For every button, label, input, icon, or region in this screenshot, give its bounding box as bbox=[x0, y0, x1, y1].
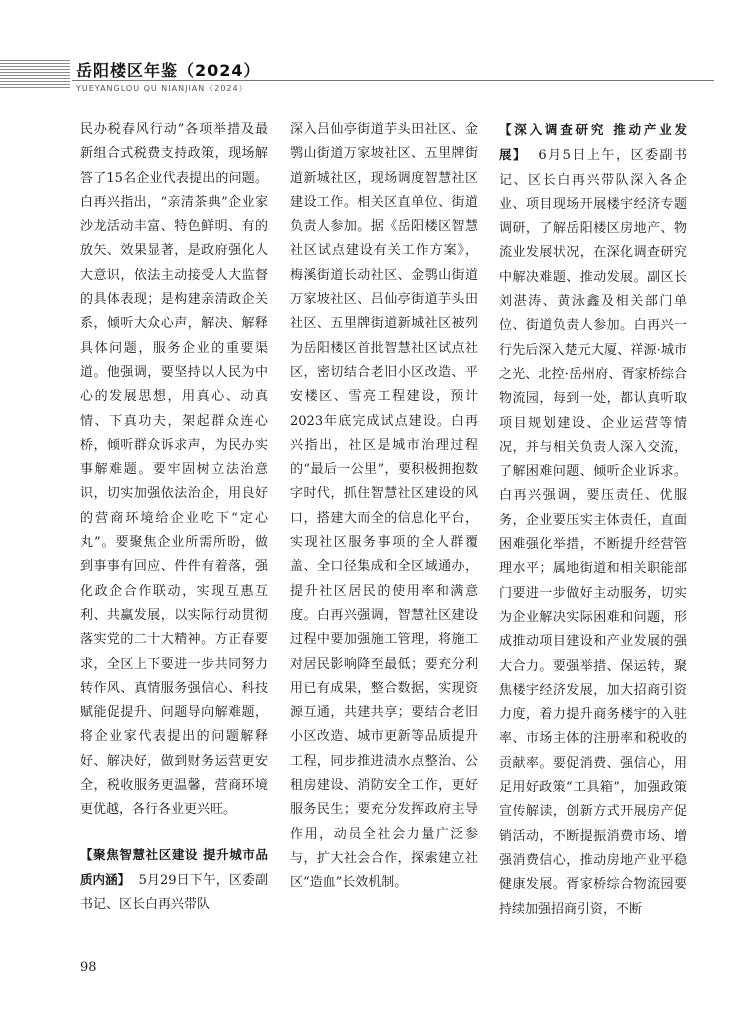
text-column-1 bbox=[80, 118, 268, 918]
paragraph: 民办税春风行动”各项举措及最新组合式税费支持政策，现场解答了15名企业代表提出的问题。白再兴指出，“亲清茶典”企业家沙龙活动丰富、特色鲜明、有的放矢、效果显著，是政府强化人大意识，依法主动接受人大监督的具体表现；是构建亲清政企关系，倾听大众心声，解决、解释具体问题，服务企业的重要渠道。他强调，要坚持以人民为中心的发展思想，用真心、动真情、下真功夫，架起群众连心桥，倾听群众诉求声，为民办实事解难题。要牢固树立法治意识，切实加强依法治企，用良好的营商环境给企业吃下“定心丸”。要聚焦企业所需所盼，做到事事有回应、件件有着落，强化政企合作联动，实现互惠互利、共赢发展，以实际行动贯彻落实党的二十大精神。方正春要求，全区上下要进一步共同努力转作风、真情服务强信心、科技赋能促提升、问题导向解难题，将企业家代表提出的问题解释好、解决好，做到财务运营更安全，税收服务更温馨，营商环境更优越，各行各业更兴旺。 bbox=[80, 122, 268, 818]
yearbook-title: 岳阳楼区年鉴（2024） bbox=[76, 61, 261, 80]
paragraph-gap bbox=[80, 823, 268, 843]
yearbook-subtitle: YUEYANGLOU QU NIANJIAN（2024） bbox=[76, 84, 248, 93]
header-decoration bbox=[0, 60, 70, 88]
text-column-3 bbox=[499, 118, 687, 922]
section-heading: 【深入调查研究 推动产业发展】 bbox=[499, 122, 687, 163]
text-column-2 bbox=[290, 118, 478, 896]
paragraph-text: 6月5日上午，区委副书记、区长白再兴带队深入各企业、项目现场开展楼宇经济专题调研，了解岳阳楼区房地产、物流业发展状况，在深化调查研究中解决难题、推动发展。副区长刘湛涛、黄泳鑫及相关部门单位、街道负责人参加。白再兴一行先后深入楚元大厦、祥源·城市之光、北控·岳州府、胥家桥综合物流园，每到一处，都认真听取项目规划建设、企业运营等情况，并与相关负责人深入交流，了解困难问题、倾听企业诉求。白再兴强调，要压责任、优服务，企业要压实主体责任，直面困难强化举措，不断提升经营管理水平；属地街道和相关职能部门要进一步做好主动服务，切实为企业解决实际困难和问题，形成推动项目建设和产业发展的强大合力。要强举措、保运转，聚焦楼宇经济发展，加大招商引资力度，着力提升商务楼宇的入驻率、市场主体的注册率和税收的贡献率。要促消费、强信心，用足用好政策“工具箱”，加强政策宣传解读，创新方式开展房产促销活动，不断提振消费市场、增强消费信心，推动房地产业平稳健康发展。胥家桥综合物流园要持续加强招商引资，不断 bbox=[499, 148, 687, 917]
section-paragraph bbox=[80, 843, 268, 918]
page-number: 98 bbox=[80, 960, 97, 975]
section-paragraph bbox=[499, 118, 687, 922]
paragraph-text: 5月29日下午，区委副书记、区长白再兴带队 bbox=[80, 872, 268, 913]
section-heading: 【聚焦智慧社区建设 提升城市品质内涵】 bbox=[80, 846, 268, 887]
paragraph: 深入吕仙亭街道芋头田社区、金鹗山街道万家坡社区、五里牌街道新城社区，现场调度智慧社区建设工作。相关区直单位、街道负责人参加。据《岳阳楼区智慧社区试点建设有关工作方案》，梅溪街道长动社区、金鹗山街道万家坡社区、吕仙亭街道芋头田社区、五里牌街道新城社区被列为岳阳楼区首批智慧社区试点社区，密切结合老旧小区改造、平安楼区、雪亮工程建设，预计2023年底完成试点建设。白再兴指出，社区是城市治理过程的“最后一公里”，要积极拥抱数字时代，抓住智慧社区建设的风口，搭建大而全的信息化平台，实现社区服务事项的全人群覆盖、全口径集成和全区域通办，提升社区居民的使用率和满意度。白再兴强调，智慧社区建设过程中要加强施工管理，将施工对居民影响降至最低；要充分利用已有成果，整合数据，实现资源互通，共建共享；要结合老旧小区改造、城市更新等品质提升工程，同步推进渍水点整治、公租房建设、消防安全工作，更好服务民生；要充分发挥政府主导作用，动员全社会力量广泛参与，扩大社会合作，探索建立社区“造血”长效机制。 bbox=[290, 122, 478, 891]
